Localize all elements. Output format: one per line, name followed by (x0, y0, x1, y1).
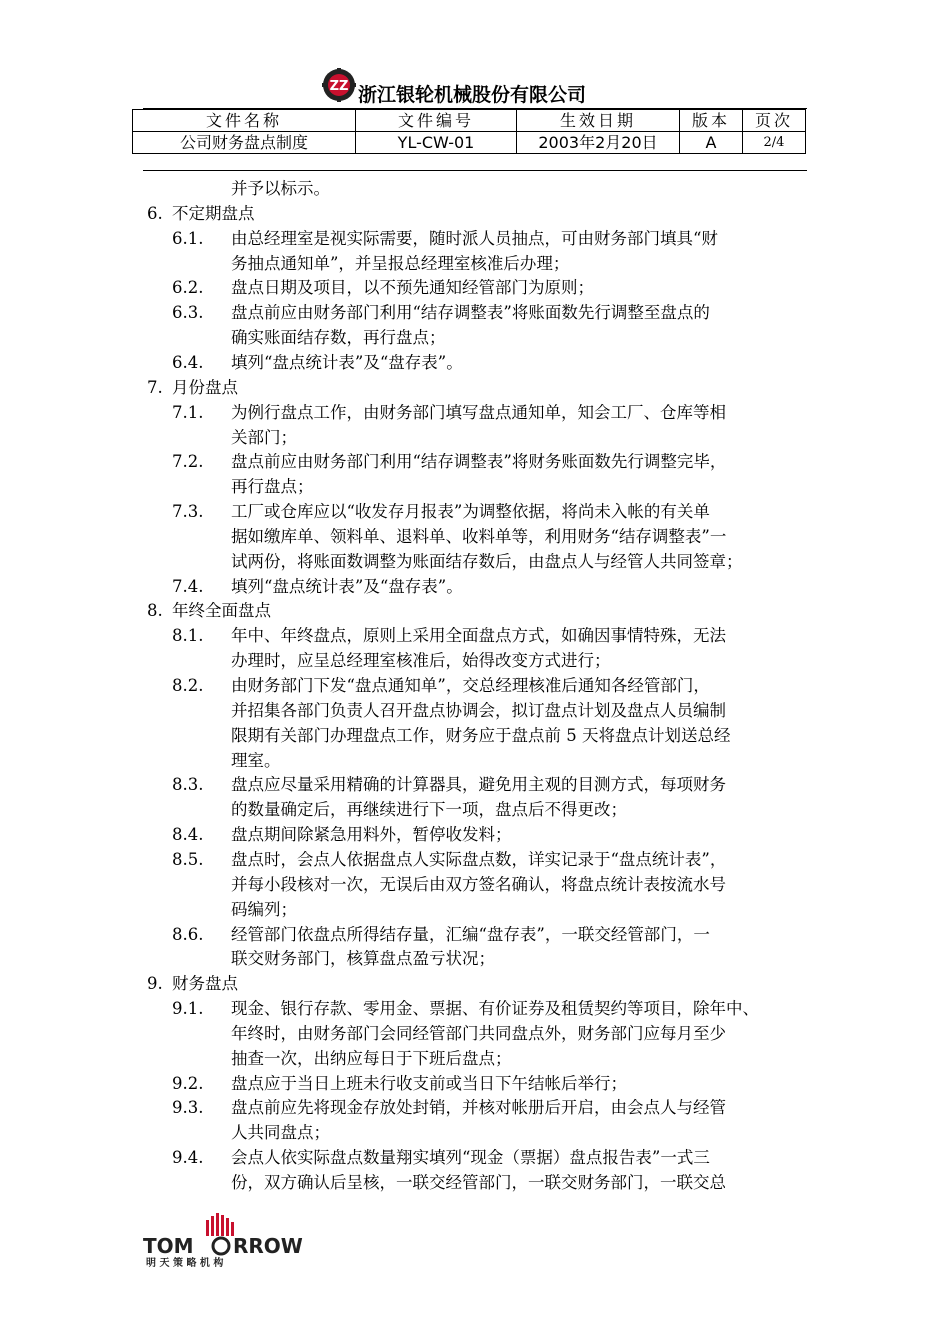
paragraph-line: 盘点期间除紧急用料外，暂停收发料； (231, 825, 512, 845)
paragraph-line: 办理时，应呈总经理室核准后，始得改变方式进行； (231, 651, 611, 671)
meta-value-name: 公司财务盘点制度 (133, 132, 356, 154)
item-number: 6.2. (172, 278, 204, 298)
footer-brand-left: TOM (143, 1234, 194, 1258)
paragraph-line: 盘点前应由财务部门利用“结存调整表”将财务账面数先行调整完毕， (231, 452, 727, 472)
paragraph-line: 盘点前应先将现金存放处封销，并核对帐册后开启，由会点人与经管 (231, 1098, 726, 1118)
item-number: 9.2. (172, 1073, 204, 1093)
company-name: 浙江银轮机械股份有限公司 (358, 84, 587, 106)
paragraph-line: 经管部门依盘点所得结存量，汇编“盘存表”，一联交经管部门，一 (231, 924, 710, 944)
paragraph-line: 限期有关部门办理盘点工作，财务应于盘点前 5 天将盘点计划送总经 (231, 725, 731, 745)
item-number: 8.4. (172, 825, 204, 845)
paragraph-line: 年终时，由财务部门会同经管部门共同盘点外，财务部门应每月至少 (231, 1023, 726, 1043)
paragraph-line: 试两份，将账面数调整为账面结存数后，由盘点人与经管人共同签章； (231, 551, 743, 571)
paragraph-line: 由财务部门下发“盘点通知单”，交总经理核准后通知各经管部门， (231, 676, 710, 695)
meta-header-name: 文件名称 (133, 110, 356, 132)
meta-header-row (133, 110, 806, 132)
item-number: 7.2. (172, 452, 204, 472)
paragraph-line: 盘点日期及项目，以不预先通知经管部门为原则； (231, 278, 594, 298)
paragraph-line: 联交财务部门，核算盘点盈亏状况； (231, 949, 495, 969)
paragraph-line: 关部门； (231, 427, 297, 447)
section-heading: 不定期盘点 (172, 203, 255, 223)
paragraph-line: 现金、银行存款、零用金、票据、有价证券及租赁契约等项目，除年中、 (231, 999, 759, 1019)
item-number: 8.3. (172, 775, 204, 795)
document-meta-table (132, 109, 806, 154)
paragraph-line: 盘点应于当日上班未行收支前或当日下午结帐后举行； (231, 1073, 627, 1093)
tomorrow-logo-icon (143, 1212, 303, 1268)
paragraph-line: 工厂或仓库应以“收发存月报表”为调整依据，将尚未入帐的有关单 (231, 502, 710, 522)
meta-value-page: 2/4 (743, 132, 806, 154)
item-number: 6.3. (172, 303, 204, 323)
item-number: 7.3. (172, 502, 204, 522)
paragraph-line: 的数量确定后，再继续进行下一项，盘点后不得更改； (231, 800, 627, 820)
paragraph-line: 人共同盘点； (231, 1123, 330, 1143)
section-heading: 年终全面盘点 (172, 601, 271, 621)
item-number: 6.1. (172, 228, 204, 248)
section-heading: 月份盘点 (172, 377, 238, 397)
paragraph-line: 务抽点通知单”，并呈报总经理室核准后办理； (231, 253, 570, 273)
paragraph-line: 盘点时，会点人依据盘点人实际盘点数，详实记录于“盘点统计表”， (231, 849, 727, 869)
paragraph-line: 份，双方确认后呈核，一联交经管部门，一联交财务部门，一联交总 (231, 1173, 726, 1192)
paragraph-line: 年中、年终盘点，原则上采用全面盘点方式，如确因事情特殊，无法 (231, 626, 726, 646)
footer-subtitle: 明 天 策 略 机 构 (146, 1258, 224, 1268)
paragraph-line: 抽查一次，出纳应每日于下班后盘点； (231, 1048, 512, 1068)
section-heading: 财务盘点 (172, 974, 238, 994)
item-number: 9.3. (172, 1098, 204, 1118)
meta-value-code: YL-CW-01 (356, 132, 517, 154)
paragraph-line: 并予以标示。 (231, 179, 330, 198)
paragraph-line: 由总经理室是视实际需要，随时派人员抽点，可由财务部门填具“财 (231, 228, 718, 248)
svg-text:ZZ: ZZ (329, 79, 349, 94)
paragraph-line: 确实账面结存数，再行盘点； (231, 328, 446, 348)
item-number: 7.1. (172, 402, 204, 422)
paragraph-line: 再行盘点； (231, 477, 314, 497)
paragraph-line: 填列“盘点统计表”及“盘存表”。 (231, 576, 463, 596)
meta-header-page: 页次 (743, 110, 806, 132)
item-number: 8.6. (172, 924, 204, 944)
paragraph-line: 填列“盘点统计表”及“盘存表”。 (231, 352, 463, 372)
item-number: 8.2. (172, 676, 204, 695)
item-number: 6.4. (172, 352, 204, 372)
item-number: 8.1. (172, 626, 204, 646)
paragraph-line: 据如缴库单、领料单、退料单、收料单等，利用财务“结存调整表”一 (231, 526, 727, 546)
item-number: 7. (147, 377, 163, 397)
paragraph-line: 并每小段核对一次，无误后由双方签名确认，将盘点统计表按流水号 (231, 874, 726, 894)
header-rule-bottom (143, 170, 807, 171)
item-number: 6. (147, 203, 163, 223)
yinlun-logo-icon (322, 68, 356, 102)
footer-brand-right: RROW (233, 1234, 303, 1258)
item-number: 9.1. (172, 999, 204, 1019)
meta-header-version: 版本 (680, 110, 743, 132)
meta-value-version: A (680, 132, 743, 154)
paragraph-line: 盘点前应由财务部门利用“结存调整表”将账面数先行调整至盘点的 (231, 303, 710, 323)
paragraph-line: 理室。 (231, 750, 281, 770)
page-header (0, 62, 950, 106)
item-number: 8. (147, 601, 163, 621)
meta-header-date: 生效日期 (517, 110, 680, 132)
item-number: 8.5. (172, 849, 204, 869)
item-number: 9. (147, 974, 163, 994)
meta-value-row (133, 132, 806, 154)
item-number: 7.4. (172, 576, 204, 596)
item-number: 9.4. (172, 1148, 204, 1168)
paragraph-line: 盘点应尽量采用精确的计算器具，避免用主观的目测方式，每项财务 (231, 775, 726, 795)
paragraph-line: 为例行盘点工作，由财务部门填写盘点通知单，知会工厂、仓库等相 (231, 402, 726, 422)
paragraph-line: 码编列； (231, 899, 297, 919)
meta-header-code: 文件编号 (356, 110, 517, 132)
meta-value-date: 2003年2月20日 (517, 132, 680, 154)
paragraph-line: 并招集各部门负责人召开盘点协调会，拟订盘点计划及盘点人员编制 (231, 700, 726, 720)
paragraph-line: 会点人依实际盘点数量翔实填列“现金（票据）盘点报告表”一式三 (231, 1148, 710, 1168)
